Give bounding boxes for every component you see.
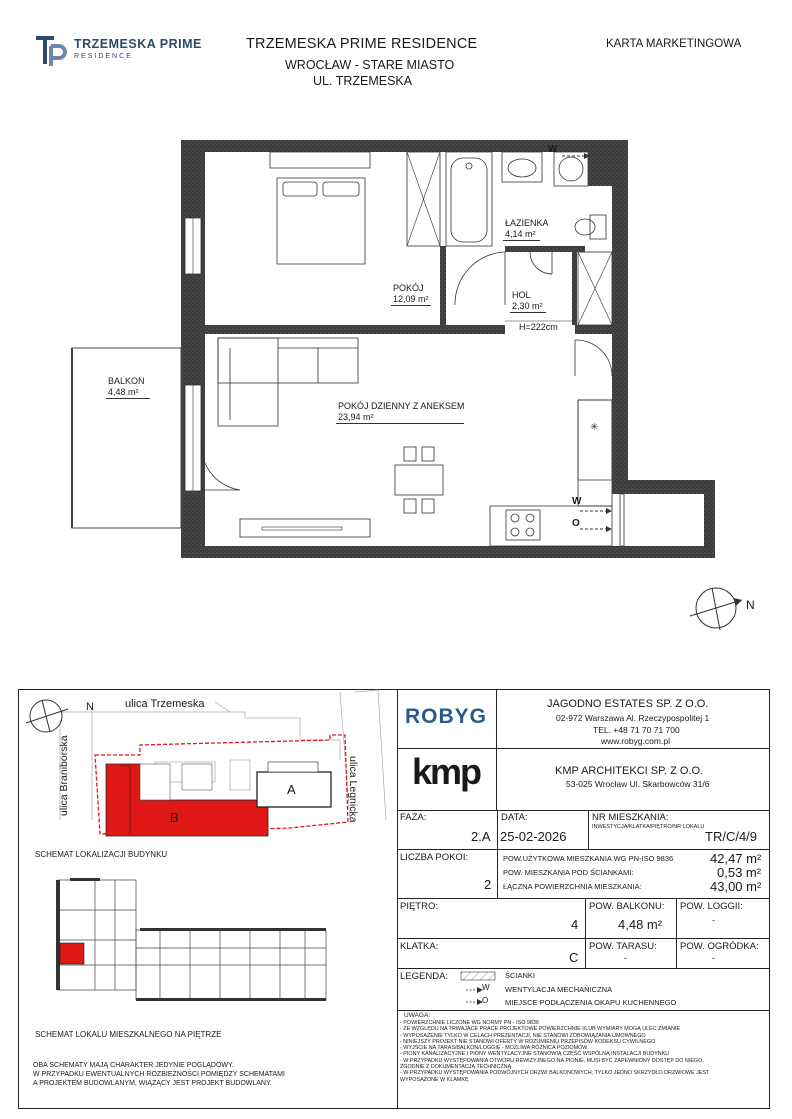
brand-name: TRZEMESKA PRIME xyxy=(74,37,202,51)
note-line: WYPOSAŻONE W KLAMKĘ xyxy=(400,1076,469,1083)
note-line: - W PRZYPADKU WYSTĘPOWANIA PODWÓJNYCH DRZWI BALKONOWYCH, TYLKO JEDNO SKRZYDŁO DRZWIOWE JEST xyxy=(400,1070,710,1077)
note-line: - ZE WZGLĘDU NA TRWAJĄCE PRACE PROJEKTOWE POWIERZCHNIE I/LUB WYMIARY MOGĄ ULEC ZMIANIE xyxy=(400,1026,680,1033)
street-subtitle: UL. TRZEMESKA xyxy=(313,74,413,88)
note-line: - W PRZYPADKU WYSTĘPOWANIA OTWORU REWIZYJNEGO NA PIONIE, MUSI BYĆ ZAPEWNIONY DOSTĘP DO NIEGO. xyxy=(400,1057,704,1064)
note-line: - PIONY KANALIZACYJNE I PIONY WENTYLACYJNE STANOWIĄ CZĘŚĆ WSPÓLNĄ INSTALACJI BUDYNKU xyxy=(400,1051,670,1058)
nr-value: TR/C/4/9 xyxy=(705,829,758,844)
balkon-label: POW. BALKONU: xyxy=(589,901,665,912)
developer-name: JAGODNO ESTATES SP. Z O.O. xyxy=(547,698,709,710)
skosy-label: POW. MIESZKANIA POD ŚCIANKAMI: xyxy=(503,868,634,877)
room-dzienny-area: 23,94 m² xyxy=(338,412,374,422)
balkon-value: 4,48 m² xyxy=(618,917,663,932)
caption-location: SCHEMAT LOKALIZACJI BUDYNKU xyxy=(35,850,168,859)
note-line: - WYPOSAŻENIE TYLKO W CELACH PREZENTACJI, NIE STANOWI ZOBOWIĄZANIA UMOWNEGO xyxy=(400,1032,646,1039)
faza-label: FAZA: xyxy=(400,812,427,823)
architect-address: 53-025 Wrocław Ul. Skarbowców 31/6 xyxy=(566,779,710,789)
disclaimer: OBA SCHEMATY MAJĄ CHARAKTER JEDYNIE POGLĄDOWY. W PRZYPADKU EWENTUALNYCH ROZBIEŻNOŚCI POMIĘDZY SCHEMATAMI A PROJEKTEM BUDOWLANYM, WIĄŻĄCY JEST PROJEKT BUDOWLANY. xyxy=(33,1062,285,1087)
kmp-logo: kmp xyxy=(412,751,481,792)
building-a-label: A xyxy=(287,782,296,797)
page-title: TRZEMESKA PRIME RESIDENCE xyxy=(246,36,478,52)
pietro-value: 4 xyxy=(571,917,579,932)
pokoje-value: 2 xyxy=(484,877,492,892)
taras-label: POW. TARASU: xyxy=(589,941,657,952)
hood-mark-kitchen: O xyxy=(572,518,580,529)
hol-height: H=222cm xyxy=(519,322,558,332)
legend-label: LEGENDA: xyxy=(400,971,449,982)
ogrodek-value: - xyxy=(712,953,715,963)
klatka-value: C xyxy=(569,950,579,965)
loggia-value: - xyxy=(712,915,715,925)
data-value: 25-02-2026 xyxy=(500,829,567,844)
legend-w: W xyxy=(482,983,490,992)
street-trzemeska: ulica Trzemeska xyxy=(125,698,205,710)
room-lazienka-name: ŁAZIENKA xyxy=(505,218,549,228)
developer-phone: TEL. +48 71 70 71 700 xyxy=(593,725,680,735)
developer-web: www.robyg.com.pl xyxy=(601,736,670,746)
room-hol-area: 2,30 m² xyxy=(512,301,543,311)
room-pokoj-area: 12,09 m² xyxy=(393,294,429,304)
room-balkon-area: 4,48 m² xyxy=(108,387,139,397)
pietro-label: PIĘTRO: xyxy=(400,901,439,912)
room-balkon-name: BALKON xyxy=(108,376,145,386)
laczna-value: 43,00 m² xyxy=(710,879,762,894)
room-pokoj-name: POKÓJ xyxy=(393,283,424,293)
uzytkowa-value: 42,47 m² xyxy=(710,851,762,866)
faza-value: 2.A xyxy=(471,829,491,844)
room-dzienny-name: POKÓJ DZIENNY Z ANEKSEM xyxy=(338,401,465,411)
room-lazienka-area: 4,14 m² xyxy=(505,229,536,239)
compass-north: N xyxy=(746,598,755,612)
note-line: - NINIEJSZY PROJEKT NIE STANOWI OFERTY W ROZUMIENIU PRZEPISÓW KODEKSU CYWILNEGO xyxy=(400,1038,656,1045)
skosy-value: 0,53 m² xyxy=(717,865,762,880)
ogrodek-label: POW. OGRÓDKA: xyxy=(680,941,759,952)
city-subtitle: WROCŁAW - STARE MIASTO xyxy=(285,58,455,72)
legend-vent: WENTYLACJA MECHANICZNA xyxy=(505,985,613,994)
legend-o: O xyxy=(482,996,489,1005)
street-braniborska: ulica Braniborska xyxy=(58,735,70,816)
data-label: DATA: xyxy=(501,812,528,823)
pokoje-label: LICZBA POKOI: xyxy=(400,852,469,863)
nr-sub: INWESTYCJA/KLATKA/PIĘTRO/NR LOKALU xyxy=(592,824,705,830)
vent-mark-bath: W xyxy=(548,144,558,155)
note-line: ZGODNIE Z DOKUMENTACJĄ TECHNICZNĄ xyxy=(400,1064,512,1071)
robyg-logo: ROBYG xyxy=(405,705,488,728)
card-type: KARTA MARKETINGOWA xyxy=(606,38,742,50)
legend-walls: ŚCIANKI xyxy=(505,971,536,980)
svg-text:✳: ✳ xyxy=(590,422,599,433)
architect-name: KMP ARCHITEKCI SP. Z O.O. xyxy=(555,765,704,777)
developer-address: 02-972 Warszawa Al. Rzeczypospolitej 1 xyxy=(556,713,710,723)
brand-sub: RESIDENCE xyxy=(74,53,133,60)
taras-value: - xyxy=(624,953,627,963)
note-line: - WYJŚCIE NA TARAS/BALKON/LOGGIE - MOŻLIWA RÓŻNICA POZIOMÓW xyxy=(400,1045,588,1052)
site-north: N xyxy=(86,701,94,713)
street-legnicka: ulica Legnicka xyxy=(347,756,359,823)
legend-hood: MIEJSCE PODŁĄCZENIA OKAPU KUCHENNEGO xyxy=(505,998,677,1007)
building-b-label: B xyxy=(170,810,179,825)
note-line: - POWIERZCHNIE LICZONE WG NORMY PN - ISO 9836 xyxy=(400,1020,539,1026)
caption-floor: SCHEMAT LOKALU MIESZKALNEGO NA PIĘTRZE xyxy=(35,1030,222,1039)
nr-label: NR MIESZKANIA: xyxy=(592,812,669,823)
notes-list xyxy=(400,1020,709,1083)
uzytkowa-label: POW.UŻYTKOWA MIESZKANIA WG PN-ISO 9836 xyxy=(503,854,674,863)
loggia-label: POW. LOGGII: xyxy=(680,901,743,912)
room-hol-name: HOL xyxy=(512,290,531,300)
vent-mark-kitchen: W xyxy=(572,496,582,507)
laczna-label: ŁĄCZNA POWIERZCHNIA MIESZKANIA: xyxy=(503,882,642,891)
notes-title: UWAGA: xyxy=(404,1012,431,1019)
klatka-label: KLATKA: xyxy=(400,941,439,952)
